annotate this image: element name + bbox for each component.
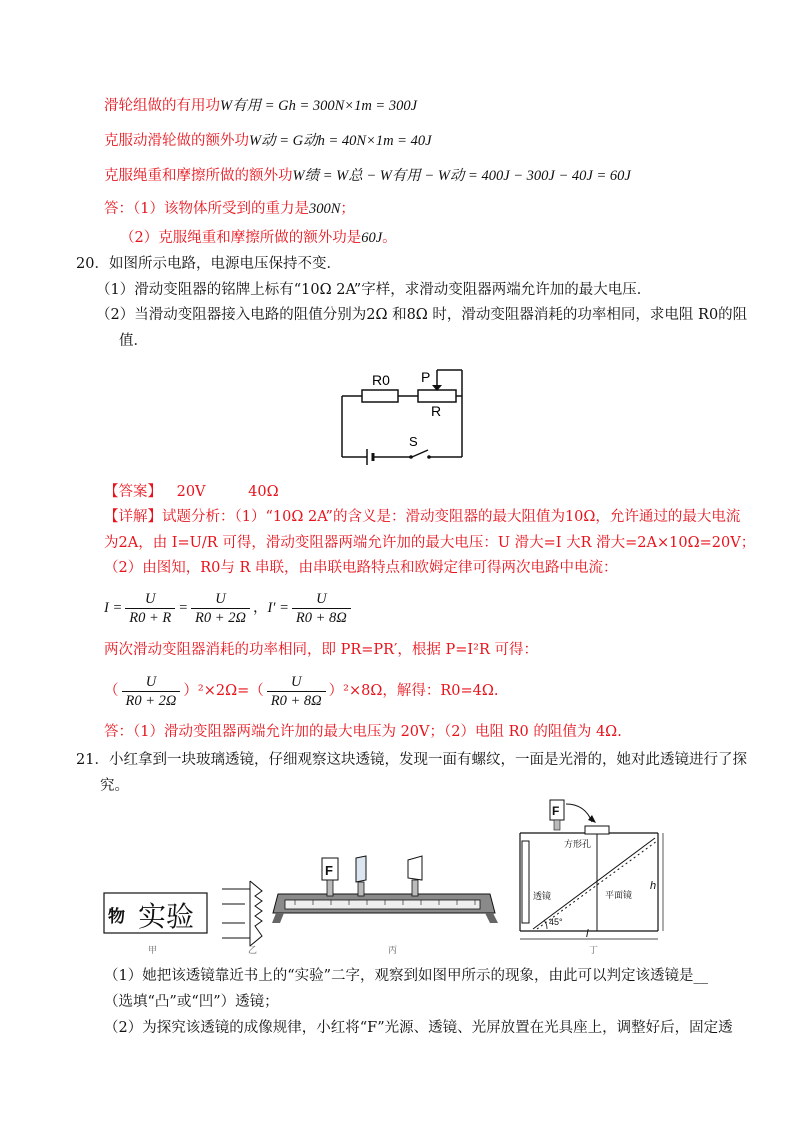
bench-lens <box>356 856 366 896</box>
label-jia: 甲 <box>148 945 158 955</box>
eq2-mid: ）²×2Ω=（ <box>183 683 264 699</box>
q21-part1-a: （1）她把该透镜靠近书上的“实验”二字，观察到如图甲所示的现象，由此可以判定该透镜是__ <box>104 968 709 984</box>
label-yi: 乙 <box>248 945 258 955</box>
sol19-answer-1-text: 答：（1）该物体所受到的重力是 <box>104 201 309 217</box>
label-bing: 丙 <box>388 945 398 955</box>
useful-work-line <box>104 96 417 116</box>
q20-part2-b: 值． <box>119 333 148 349</box>
eq1-den-3: R0 + 8Ω <box>295 609 347 626</box>
answer-label: 【答案】 <box>104 484 162 500</box>
light-screen <box>408 856 422 896</box>
answer-resistance: 40Ω <box>248 484 279 500</box>
sol19-answer-2-text: （2）克服绳重和摩擦所做的额外功是 <box>120 230 362 246</box>
lens-side-view <box>222 881 262 946</box>
sol19-answer-1-value: 300N <box>308 201 341 217</box>
eq1-equals: = <box>178 600 189 616</box>
eq2-num-2: U <box>267 673 326 692</box>
label-r0: R0 <box>372 372 390 388</box>
q20-answer <box>104 482 279 502</box>
eq2-num-1: U <box>122 673 181 692</box>
label-r: R <box>431 403 442 419</box>
svg-text:F: F <box>552 804 560 818</box>
sol19-answer-2-end: 。 <box>382 230 397 246</box>
eq1-frac-2 <box>191 590 250 627</box>
eq2-open: （ <box>104 683 119 699</box>
answer-voltage: 20V <box>176 484 206 500</box>
useful-work-label: 滑轮组做的有用功 <box>104 98 220 114</box>
eq1-comma: ， <box>252 600 268 616</box>
eq1-lhs: I = <box>104 600 123 616</box>
useful-work-formula: W有用 = Gh = 300N×1m = 300J <box>220 98 418 114</box>
power-equation <box>104 668 499 714</box>
sol19-answer-1 <box>104 199 355 219</box>
switch-contact-right <box>427 455 431 459</box>
q21-figures <box>100 796 670 956</box>
q20-part1: （1）滑动变阻器的铭牌上标有“10Ω 2A”字样，求滑动变阻器两端允许加的最大电压． <box>96 282 652 298</box>
extra-pulley-line <box>104 131 432 151</box>
switch-contact-left <box>409 455 413 459</box>
svg-text:F: F <box>325 863 333 878</box>
q20-part2-a: （2）当滑动变阻器接入电路的阻值分别为2Ω 和8Ω 时，滑动变阻器消耗的功率相同，求电阻 R0的阻 <box>96 307 748 323</box>
eq2-end: ）²×8Ω，解得：R0=4Ω. <box>328 683 499 699</box>
q20-stem: 20．如图所示电路，电源电压保持不变． <box>76 256 341 272</box>
eq1-frac-1 <box>125 590 175 627</box>
label-l: l <box>586 928 589 940</box>
eq2-frac-1 <box>122 673 181 710</box>
q20-detail-1: 【详解】试题分析：（1）“10Ω 2A”的含义是：滑动变阻器的最大阻值为10Ω，允许通过的最大电流 <box>104 509 741 525</box>
box-diagram <box>520 800 663 939</box>
q20-detail-3: （2）由图知，R0与 R 串联，由串联电路特点和欧姆定律可得两次电路中电流： <box>104 560 618 576</box>
label-ding: 丁 <box>589 945 599 955</box>
q21-stem-a: 21．小红拿到一块玻璃透镜，仔细观察这块透镜，发现一面有螺纹，一面是光滑的，她对此透镜进行了探 <box>76 752 747 768</box>
q21-part2-a: （2）为探究该透镜的成像规律，小红将“F”光源、透镜、光屏放置在光具座上，调整好后，固定透 <box>104 1020 733 1036</box>
q21-stem-b: 究。 <box>100 778 129 794</box>
eq1-lhs-2: I′ = <box>267 600 289 616</box>
q20-final-answer: 答：（1）滑动变阻器两端允许加的最大电压为 20V；（2）电阻 R0 的阻值为 4Ω. <box>104 724 622 740</box>
q20-detail-2: 为2A，由 I=U/R 可得，滑动变阻器两端允许加的最大电压：U 滑大=I 大R 滑大=2A×10Ω=20V； <box>104 535 756 551</box>
optical-bench <box>272 894 498 923</box>
q21-part1-b: （选填“凸”或“凹”）透镜； <box>104 994 279 1010</box>
extra-rope-formula: W绩 = W总 − W有用 − W动 = 400J − 300J − 40J = 60J <box>292 168 631 184</box>
label-s: S <box>409 434 418 449</box>
book-text-small: 物 <box>108 907 125 926</box>
eq1-den-1: R0 + R <box>129 609 172 626</box>
resistor-r <box>418 390 456 402</box>
sol19-answer-1-end: ； <box>340 201 355 217</box>
extra-rope-label: 克服绳重和摩擦所做的额外功 <box>104 168 293 184</box>
q20-detail-4: 两次滑动变阻器消耗的功率相同，即 PR=PR′，根据 P=I²R 可得： <box>104 642 538 658</box>
eq1-num-3: U <box>292 590 351 609</box>
book-text-large: 实验 <box>138 901 195 932</box>
label-p: P <box>421 369 431 385</box>
eq2-den-2: R0 + 8Ω <box>270 692 322 709</box>
label-square-hole: 方形孔 <box>564 839 592 849</box>
label-angle: 45° <box>549 917 563 927</box>
extra-pulley-formula: W动 = G动h = 40N×1m = 40J <box>249 133 432 149</box>
eq1-num-1: U <box>125 590 175 609</box>
resistor-r0 <box>362 390 398 402</box>
sol19-answer-2-value: 60J <box>361 230 383 246</box>
label-mirror: 平面镜 <box>605 890 633 900</box>
eq1-den-2: R0 + 2Ω <box>195 609 246 626</box>
extra-rope-line <box>104 166 631 186</box>
extra-pulley-label: 克服动滑轮做的额外功 <box>104 133 249 149</box>
label-lens: 透镜 <box>533 891 552 901</box>
eq2-den-1: R0 + 2Ω <box>125 692 177 709</box>
current-equations <box>104 585 354 631</box>
circuit-diagram <box>330 360 475 470</box>
eq1-num-2: U <box>191 590 250 609</box>
label-h: h <box>650 880 657 892</box>
f-light-source <box>322 858 338 896</box>
sol19-answer-2 <box>120 228 397 248</box>
eq1-frac-3 <box>292 590 351 627</box>
eq2-frac-2 <box>267 673 326 710</box>
